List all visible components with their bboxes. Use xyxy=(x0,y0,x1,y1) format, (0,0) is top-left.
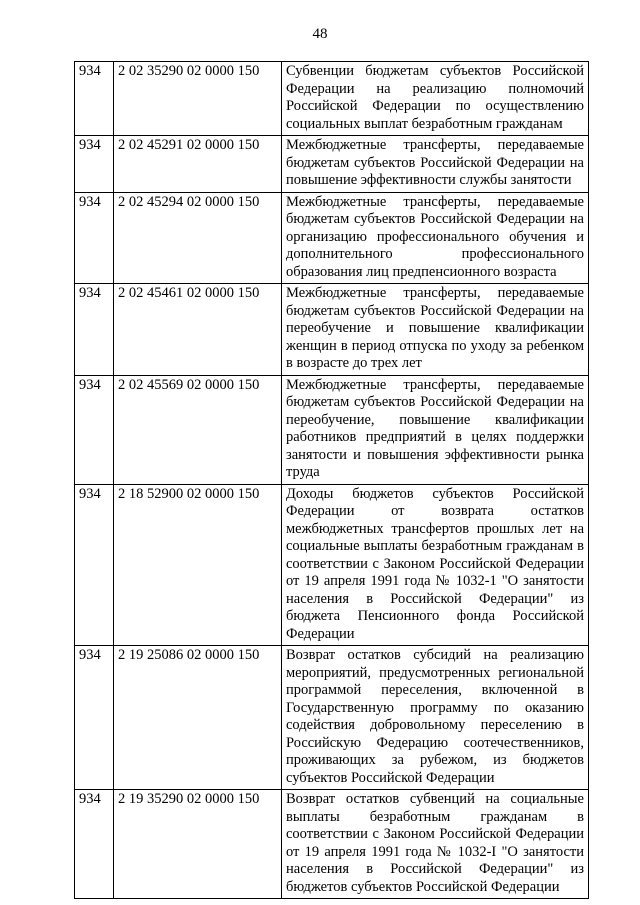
budget-code-cell: 2 02 45294 02 0000 150 xyxy=(114,192,282,284)
table-row xyxy=(75,62,589,136)
page-number: 48 xyxy=(312,26,328,42)
admin-code-cell: 934 xyxy=(75,484,114,646)
budget-code-cell: 2 02 45461 02 0000 150 xyxy=(114,284,282,376)
table-row xyxy=(75,136,589,193)
revenue-name-cell: Возврат остатков субсидий на реализацию мероприятий, предусмотренных региональной программой переселения, включенной в Государственную программу по оказанию содействия добровольному переселению в Российскую Федерацию соотечественников, проживающих за рубежом, из бюджетов субъектов Российской Федерации xyxy=(282,646,589,790)
budget-code-cell: 2 02 45569 02 0000 150 xyxy=(114,375,282,484)
revenue-name-cell: Межбюджетные трансферты, передаваемые бюджетам субъектов Российской Федерации на переобучение и повышение квалификации женщин в период отпуска по уходу за ребенком в возрасте до трех лет xyxy=(282,284,589,376)
budget-code-cell: 2 19 25086 02 0000 150 xyxy=(114,646,282,790)
admin-code-cell: 934 xyxy=(75,62,114,136)
table-row xyxy=(75,375,589,484)
table-row xyxy=(75,484,589,646)
admin-code-cell: 934 xyxy=(75,646,114,790)
budget-code-cell: 2 18 52900 02 0000 150 xyxy=(114,484,282,646)
revenue-name-cell: Межбюджетные трансферты, передаваемые бюджетам субъектов Российской Федерации на организацию профессионального обучения и дополнительного профессионального образования лиц предпенсионного возраста xyxy=(282,192,589,284)
admin-code-cell: 934 xyxy=(75,136,114,193)
table-row xyxy=(75,790,589,899)
revenue-name-cell: Межбюджетные трансферты, передаваемые бюджетам субъектов Российской Федерации на переобучение, повышение квалификации работников предприятий в целях поддержки занятости и повышения эффективности рынка труда xyxy=(282,375,589,484)
admin-code-cell: 934 xyxy=(75,790,114,899)
table-row xyxy=(75,646,589,790)
table-row xyxy=(75,284,589,376)
budget-code-cell: 2 02 45291 02 0000 150 xyxy=(114,136,282,193)
budget-code-cell: 2 02 35290 02 0000 150 xyxy=(114,62,282,136)
admin-code-cell: 934 xyxy=(75,375,114,484)
revenue-name-cell: Субвенции бюджетам субъектов Российской Федерации на реализацию полномочий Российской Федерации по осуществлению социальных выплат безработным гражданам xyxy=(282,62,589,136)
revenue-name-cell: Возврат остатков субвенций на социальные выплаты безработным гражданам в соответствии с Законом Российской Федерации от 19 апреля 1991 года № 1032-I "О занятости населения в Российской Федерации" из бюджетов субъектов Российской Федерации xyxy=(282,790,589,899)
revenue-name-cell: Межбюджетные трансферты, передаваемые бюджетам субъектов Российской Федерации на повышение эффективности службы занятости xyxy=(282,136,589,193)
budget-code-cell: 2 19 35290 02 0000 150 xyxy=(114,790,282,899)
budget-classification-table xyxy=(74,61,589,899)
table-row xyxy=(75,192,589,284)
admin-code-cell: 934 xyxy=(75,192,114,284)
admin-code-cell: 934 xyxy=(75,284,114,376)
revenue-name-cell: Доходы бюджетов субъектов Российской Федерации от возврата остатков межбюджетных трансфертов прошлых лет на социальные выплаты безработным гражданам в соответствии с Законом Российской Федерации от 19 апреля 1991 года № 1032-1 "О занятости населения в Российской Федерации" из бюджета Пенсионного фонда Российской Федерации xyxy=(282,484,589,646)
